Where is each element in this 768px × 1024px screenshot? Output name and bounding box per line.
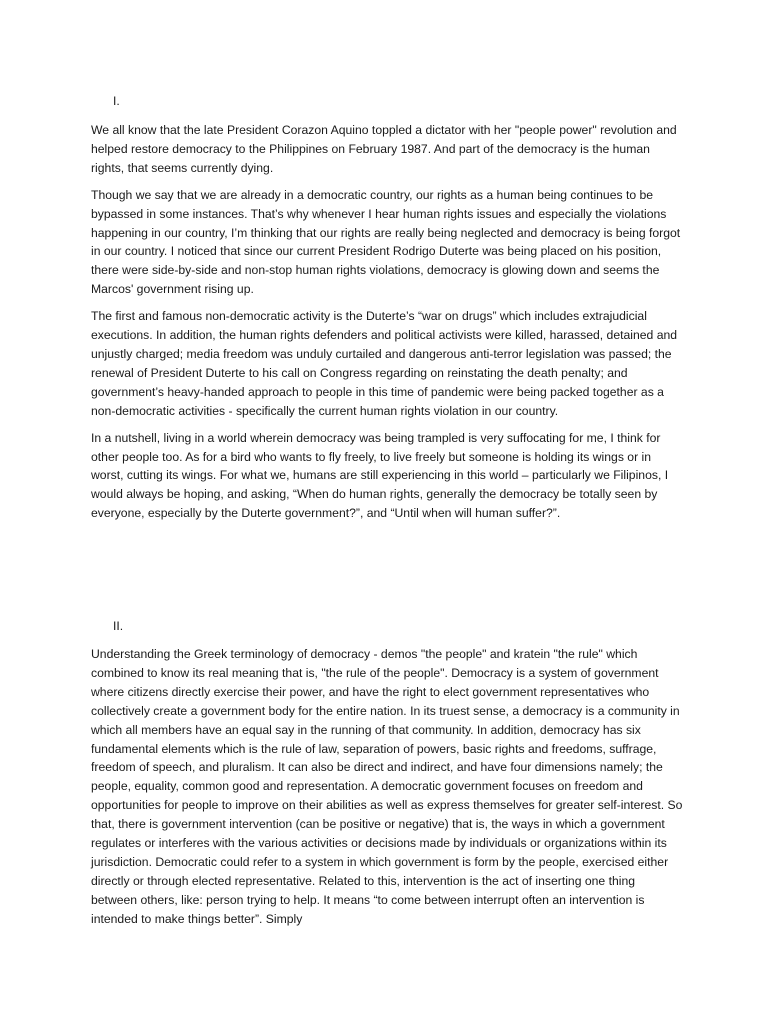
- section-1-heading: I.: [113, 94, 120, 108]
- section-1-paragraph-2: Though we say that we are already in a democratic country, our rights as a human being continues to be bypassed in some instances. That’s why whenever I hear human rights issues and especially the violations happening in our country, I’m thinking that our rights are really being neglected and democracy is being forgot in our country. I noticed that since our current President Rodrigo Duterte was being placed on his position, there were side-by-side and non-stop human rights violations, democracy is glowing down and seems the Marcos' government rising up.: [91, 187, 681, 297]
- section-2-heading: II.: [113, 619, 124, 633]
- section-2-paragraph-1: Understanding the Greek terminology of democracy - demos "the people" and kratein "the rule" which combined to know its real meaning that is, "the rule of the people". Democracy is a system of government where citizens directly exercise their power, and have the right to elect government representatives who collectively create a government body for the entire nation. In its truest sense, a democracy is a community in which all members have an equal say in the running of that community. In addition, democracy has six fundamental elements which is the rule of law, separation of powers, basic rights and freedoms, suffrage, freedom of speech, and pluralism. It can also be direct and indirect, and have four dimensions namely; the people, equality, common good and representation. A democratic government focuses on freedom and opportunities for people to improve on their abilities as well as express themselves for greater self-interest. So that, there is government intervention (can be positive or negative) that is, the ways in which a government regulates or interferes with the various activities or decisions made by individuals or organizations within its jurisdiction. Democratic could refer to a system in which government is form by the people, exercised either directly or through elected representative. Related to this, intervention is the act of inserting one thing between others, like: person trying to help. It means “to come between interrupt often an intervention is intended to make things better”. Simply: [91, 647, 683, 926]
- section-2-body: [91, 645, 683, 929]
- section-1-paragraph-1: We all know that the late President Corazon Aquino toppled a dictator with her "people power" revolution and helped restore democracy to the Philippines on February 1987. And part of the democracy is the human rights, that seems currently dying.: [91, 123, 677, 175]
- section-1-paragraph-4: In a nutshell, living in a world wherein democracy was being trampled is very suffocating for me, I think for other people too. As for a bird who wants to fly freely, to live freely but someone is holding its wings or in worst, cutting its wings. For what we, humans are still experiencing in this world – particularly we Filipinos, I would always be hoping, and asking, “When do human rights, generally the democracy be totally seen by everyone, especially by the Duterte government?”, and “Until when will human suffer?”.: [91, 430, 669, 521]
- section-1-body: [91, 121, 683, 531]
- section-1-paragraph-3: The first and famous non-democratic activity is the Duterte’s “war on drugs” which includes extrajudicial executions. In addition, the human rights defenders and political activists were killed, harassed, detained and unjustly charged; media freedom was unduly curtailed and dangerous anti-terror legislation was passed; the renewal of President Duterte to his call on Congress regarding on reinstating the death penalty; and government’s heavy-handed approach to people in this time of pandemic were being packed together as a non-democratic activities - specifically the current human rights violation in our country.: [91, 309, 678, 418]
